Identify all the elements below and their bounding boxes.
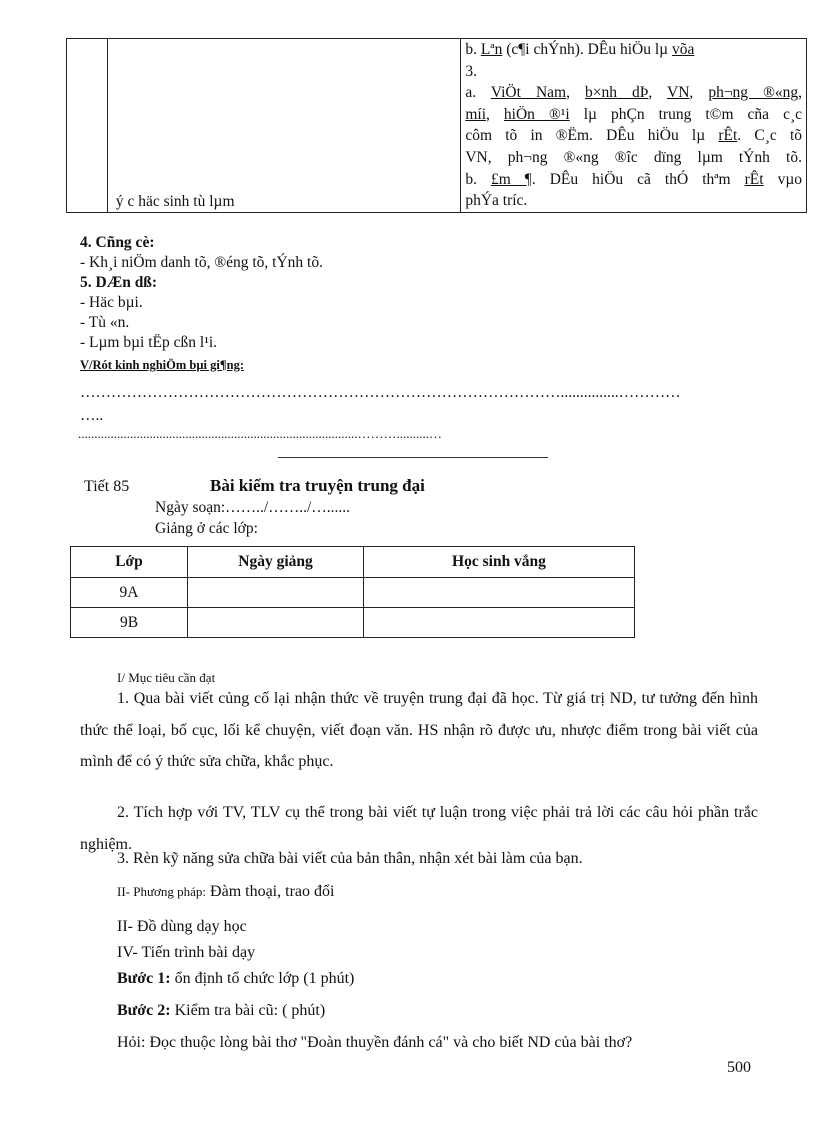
answer-text: côm tõ in ®Ëm. DÊu hiÖu lµ xyxy=(465,127,719,145)
step-1-label: Bước 1: xyxy=(117,970,171,987)
objective-3: 3. Rèn kỹ năng sửa chữa bài viết của bản thân, nhận xét bài làm của bạn. xyxy=(117,850,583,867)
section-divider xyxy=(278,457,548,458)
answer-text: . C¸c tõ xyxy=(737,127,803,145)
classes-label: Giảng ở các lớp: xyxy=(155,520,258,537)
review-question: Hỏi: Đọc thuộc lòng bài thơ "Đoàn thuyền đánh cá" và cho biết ND của bài thơ? xyxy=(117,1034,633,1051)
review-line: - Kh¸i niÖm danh tõ, ®éng tõ, tÝnh tõ. xyxy=(80,254,323,271)
answer-text: . DÊu hiÖu cã thÓ thªm xyxy=(531,170,745,188)
table-row xyxy=(71,608,635,638)
homework-item: - Tù «n. xyxy=(80,314,130,331)
answer-line xyxy=(461,190,806,212)
answer-text: , xyxy=(798,84,802,102)
step-2-label: Bước 2: xyxy=(117,1002,171,1019)
prep-date: Ngày soạn:……../……../…...... xyxy=(155,499,351,516)
answer-line xyxy=(461,39,806,61)
answer-line xyxy=(461,82,806,104)
dotted-line-1: …………………………………………………………………………………...............………… xyxy=(80,384,681,401)
underlined-text: ph¬ng ®«ng xyxy=(708,84,799,102)
task-text: ý c häc sinh tù lµm xyxy=(115,192,235,210)
underlined-text: £m ¶ xyxy=(490,170,532,188)
underlined-text: hiÖn ®¹i xyxy=(503,105,570,123)
step-1-text: ổn định tổ chức lớp (1 phút) xyxy=(174,970,355,987)
table-cell-index xyxy=(67,39,108,213)
method-label: II- Phương pháp: xyxy=(117,884,207,899)
table-cell xyxy=(364,608,635,638)
table-cell-answer xyxy=(461,39,807,213)
step-2 xyxy=(117,1002,325,1020)
objective-1 xyxy=(80,683,758,778)
answer-line xyxy=(461,125,806,147)
underlined-text: ViÖt Nam xyxy=(490,84,567,102)
answer-lines xyxy=(461,39,806,212)
homework-heading: 5. DÆn dß: xyxy=(80,274,158,291)
table-cell: 9A xyxy=(71,578,188,608)
answer-line xyxy=(461,104,806,126)
answer-text: vµo xyxy=(763,170,802,188)
table-header-row xyxy=(71,547,635,578)
objectives-heading: I/ Mục tiêu cần đạt xyxy=(117,670,216,685)
exercise-table xyxy=(66,38,807,213)
answer-text: a. xyxy=(465,84,491,102)
table-cell-task xyxy=(107,39,461,213)
step-2-text: Kiểm tra bài cũ: ( phút) xyxy=(174,1002,326,1019)
process-heading: IV- Tiến trình bài dạy xyxy=(117,944,256,961)
materials-heading: II- Đồ dùng dạy học xyxy=(117,918,247,935)
attendance-table xyxy=(70,546,635,638)
answer-text: , xyxy=(486,105,504,123)
answer-text: b. xyxy=(465,41,481,58)
answer-text: , xyxy=(566,84,585,102)
underlined-text: b×nh dÞ xyxy=(584,84,649,102)
column-header: Ngày giảng xyxy=(188,547,364,578)
answer-line xyxy=(461,169,806,191)
table-cell xyxy=(188,608,364,638)
answer-text: lµ phÇn trung t©m cña c¸c xyxy=(569,105,802,123)
underlined-text: Lªn xyxy=(480,41,503,58)
objective-1-text: 1. Qua bài viết củng cố lại nhận thức về truyện trung đại đã học. Từ giá trị ND, tư tưởng đến hình thức thể loại, bố cục, lối kể chuyện, viết đoạn văn. HS nhận rõ được ưu, nhược điểm trong bài viết của mình để có ý thức sửa chữa, khắc phục. xyxy=(80,690,758,770)
answer-text: , xyxy=(689,84,709,102)
homework-item: - Lµm bµi tËp cßn l¹i. xyxy=(80,334,218,351)
objective-2-text: 2. Tích hợp với TV, TLV cụ thể trong bài viết tự luận trong việc phải trả lời các câu hỏi phần trắc nghiệm. xyxy=(80,804,758,853)
underlined-text: míi xyxy=(465,105,486,123)
method-value: Đàm thoại, trao đổi xyxy=(210,883,335,900)
column-header: Học sinh vắng xyxy=(364,547,635,578)
experience-heading: V/Rót kinh nghiÖm bµi gi¶ng: xyxy=(80,358,244,372)
answer-text: (c¶i chÝnh). DÊu hiÖu lµ xyxy=(502,41,672,58)
lesson-title: Bài kiểm tra truyện trung đại xyxy=(210,476,425,495)
table-cell: 9B xyxy=(71,608,188,638)
table-cell xyxy=(188,578,364,608)
answer-line xyxy=(461,147,806,169)
homework-item: - Häc bµi. xyxy=(80,294,143,311)
dotted-line-3: ......................................................................................………..........… xyxy=(78,426,442,441)
method-line xyxy=(117,883,334,901)
review-heading: 4. Cñng cè: xyxy=(80,234,155,251)
table-cell xyxy=(364,578,635,608)
table-row xyxy=(71,578,635,608)
period-label: Tiết 85 xyxy=(84,478,130,495)
answer-text: , xyxy=(648,84,668,102)
underlined-text: rÊt xyxy=(718,127,738,145)
underlined-text: VN xyxy=(667,84,690,102)
answer-text: b. xyxy=(465,170,491,188)
answer-text: VN, ph¬ng ®«ng ®îc dïng lµm tÝnh tõ. xyxy=(465,148,802,166)
underlined-text: rÊt xyxy=(744,170,764,188)
underlined-text: võa xyxy=(671,41,695,58)
answer-line xyxy=(461,61,806,83)
step-1 xyxy=(117,970,354,988)
answer-text: 3. xyxy=(465,62,477,80)
column-header: Lớp xyxy=(71,547,188,578)
dotted-line-2: ….. xyxy=(80,407,104,424)
answer-text: phÝa tríc. xyxy=(465,192,528,210)
page-number: 500 xyxy=(727,1059,751,1076)
